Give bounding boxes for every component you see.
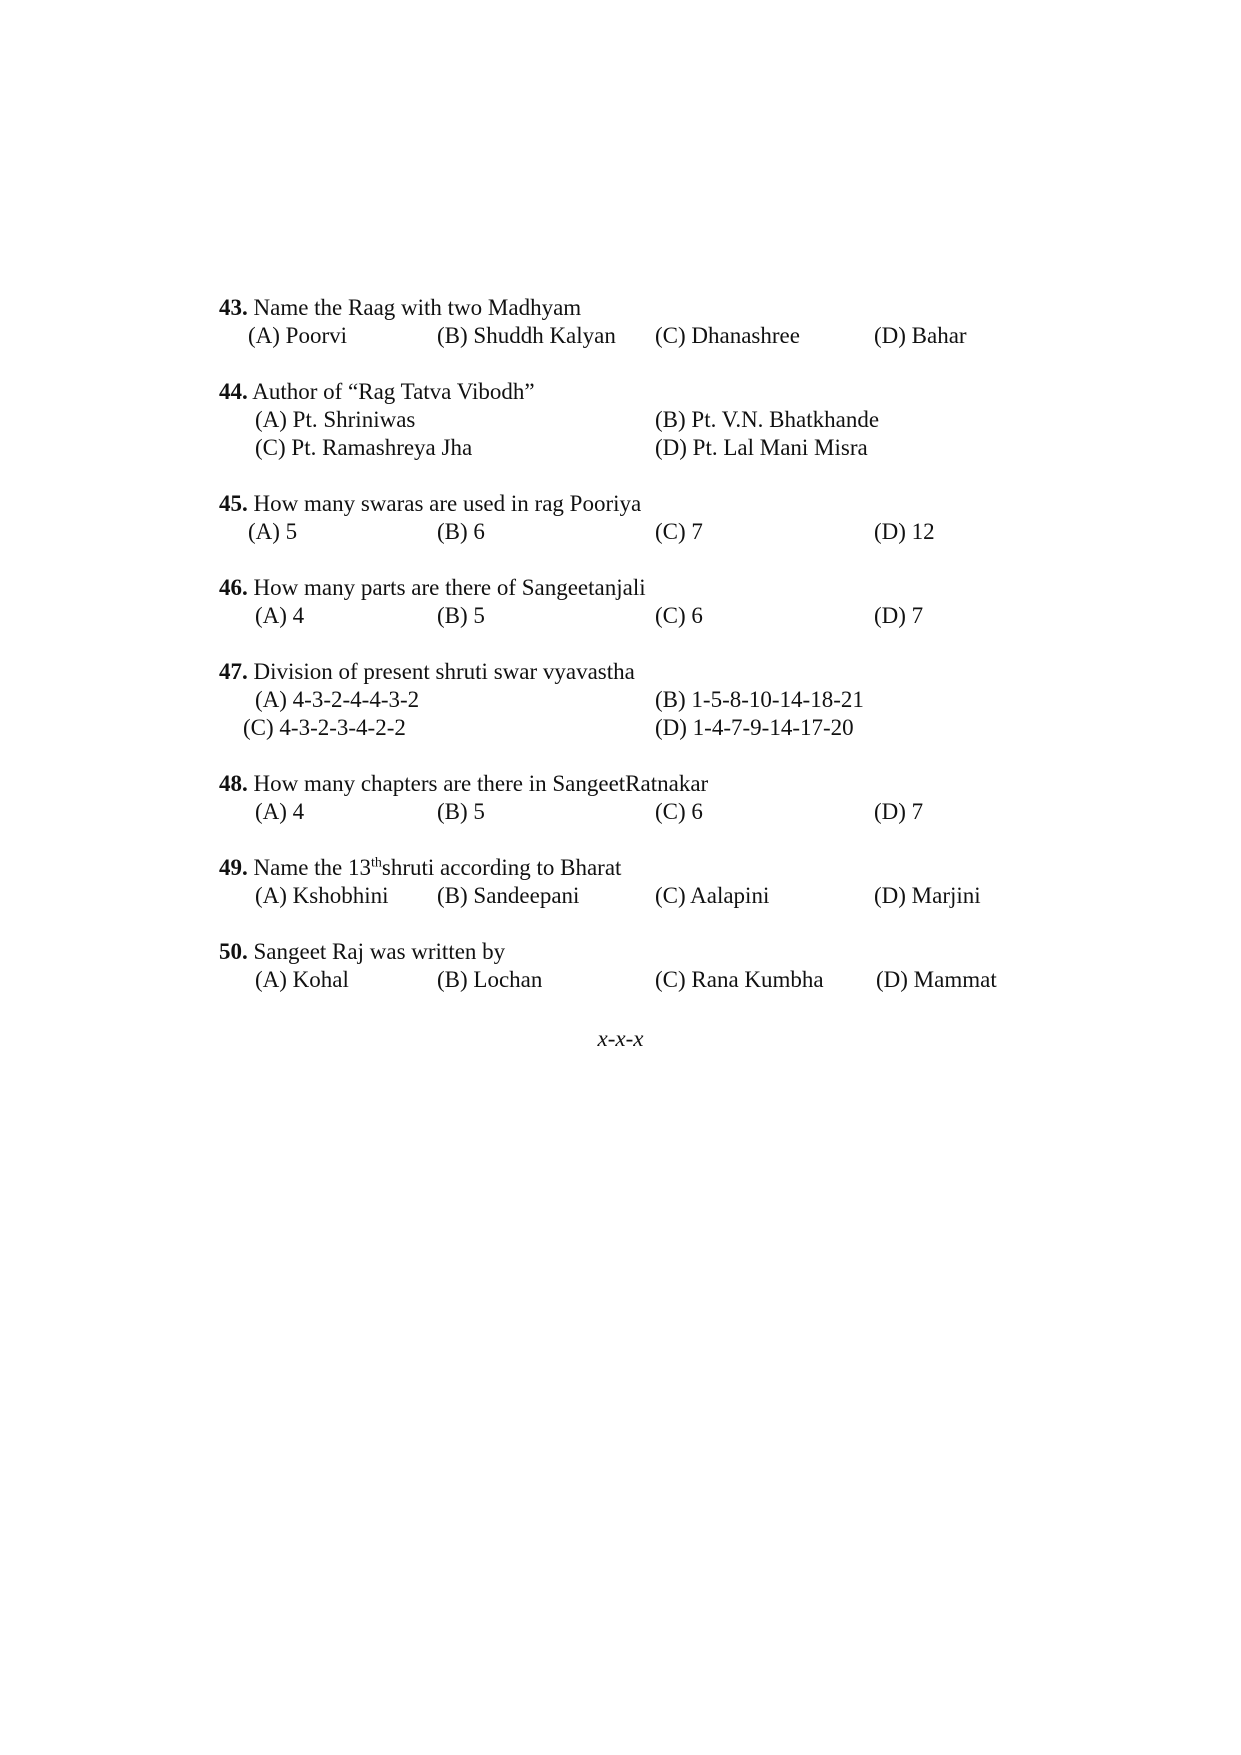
option-b: (B) 1-5-8-10-14-18-21 bbox=[655, 687, 864, 712]
option-c: (C) 4-3-2-3-4-2-2 bbox=[243, 715, 406, 740]
option-b: (B) 5 bbox=[437, 603, 485, 628]
question-50 bbox=[219, 938, 1119, 998]
question-43 bbox=[219, 294, 1119, 354]
option-b: (B) Lochan bbox=[437, 967, 543, 992]
option-d: (D) 7 bbox=[874, 799, 924, 824]
option-b: (B) 6 bbox=[437, 519, 485, 544]
option-b: (B) Sandeepani bbox=[437, 883, 580, 908]
question-stem bbox=[219, 378, 535, 406]
question-stem bbox=[219, 854, 621, 882]
question-number: 43. bbox=[219, 295, 248, 320]
option-a: (A) Pt. Shriniwas bbox=[255, 407, 416, 432]
question-46 bbox=[219, 574, 1119, 634]
question-stem bbox=[219, 658, 635, 686]
question-48 bbox=[219, 770, 1119, 830]
question-text: Author of “Rag Tatva Vibodh” bbox=[252, 379, 535, 404]
option-c: (C) Pt. Ramashreya Jha bbox=[255, 435, 473, 460]
question-text: How many parts are there of Sangeetanjali bbox=[253, 575, 646, 600]
question-text: Division of present shruti swar vyavastha bbox=[253, 659, 635, 684]
question-stem bbox=[219, 490, 641, 518]
option-a: (A) 4 bbox=[255, 799, 305, 824]
option-b: (B) Pt. V.N. Bhatkhande bbox=[655, 407, 880, 432]
option-d: (D) Mammat bbox=[876, 967, 997, 992]
question-text-after: shruti according to Bharat bbox=[381, 855, 622, 880]
option-d: (D) Pt. Lal Mani Misra bbox=[655, 435, 868, 460]
option-a: (A) 5 bbox=[248, 519, 298, 544]
option-b: (B) 5 bbox=[437, 799, 485, 824]
option-a: (A) Poorvi bbox=[248, 323, 348, 348]
option-d: (D) Bahar bbox=[874, 323, 967, 348]
option-a: (A) Kshobhini bbox=[255, 883, 389, 908]
question-number: 45. bbox=[219, 491, 248, 516]
question-number: 44. bbox=[219, 379, 248, 404]
ordinal-suffix: th bbox=[371, 855, 382, 871]
question-text: How many chapters are there in SangeetRatnakar bbox=[253, 771, 709, 796]
question-number: 49. bbox=[219, 855, 248, 880]
option-a: (A) 4-3-2-4-4-3-2 bbox=[255, 687, 420, 712]
option-d: (D) 7 bbox=[874, 603, 924, 628]
question-text: Name the Raag with two Madhyam bbox=[253, 295, 582, 320]
question-49 bbox=[219, 854, 1119, 914]
option-c: (C) 6 bbox=[655, 799, 703, 824]
option-c: (C) 7 bbox=[655, 519, 703, 544]
option-c: (C) Rana Kumbha bbox=[655, 967, 824, 992]
question-number: 47. bbox=[219, 659, 248, 684]
option-c: (C) 6 bbox=[655, 603, 703, 628]
option-b: (B) Shuddh Kalyan bbox=[437, 323, 616, 348]
option-d: (D) 1-4-7-9-14-17-20 bbox=[655, 715, 854, 740]
option-a: (A) 4 bbox=[255, 603, 305, 628]
option-d: (D) 12 bbox=[874, 519, 935, 544]
option-c: (C) Aalapini bbox=[655, 883, 770, 908]
question-text-before: Name the 13 bbox=[253, 855, 372, 880]
question-text: How many swaras are used in rag Pooriya bbox=[253, 491, 642, 516]
question-number: 50. bbox=[219, 939, 248, 964]
question-44 bbox=[219, 378, 1119, 468]
question-number: 48. bbox=[219, 771, 248, 796]
question-45 bbox=[219, 490, 1119, 550]
question-number: 46. bbox=[219, 575, 248, 600]
option-a: (A) Kohal bbox=[255, 967, 349, 992]
option-d: (D) Marjini bbox=[874, 883, 981, 908]
question-stem bbox=[219, 770, 708, 798]
question-47 bbox=[219, 658, 1119, 748]
question-text: Sangeet Raj was written by bbox=[253, 939, 506, 964]
option-c: (C) Dhanashree bbox=[655, 323, 800, 348]
question-stem bbox=[219, 574, 646, 602]
end-marker: x-x-x bbox=[597, 1026, 644, 1051]
question-stem bbox=[219, 294, 581, 322]
question-stem bbox=[219, 938, 505, 966]
